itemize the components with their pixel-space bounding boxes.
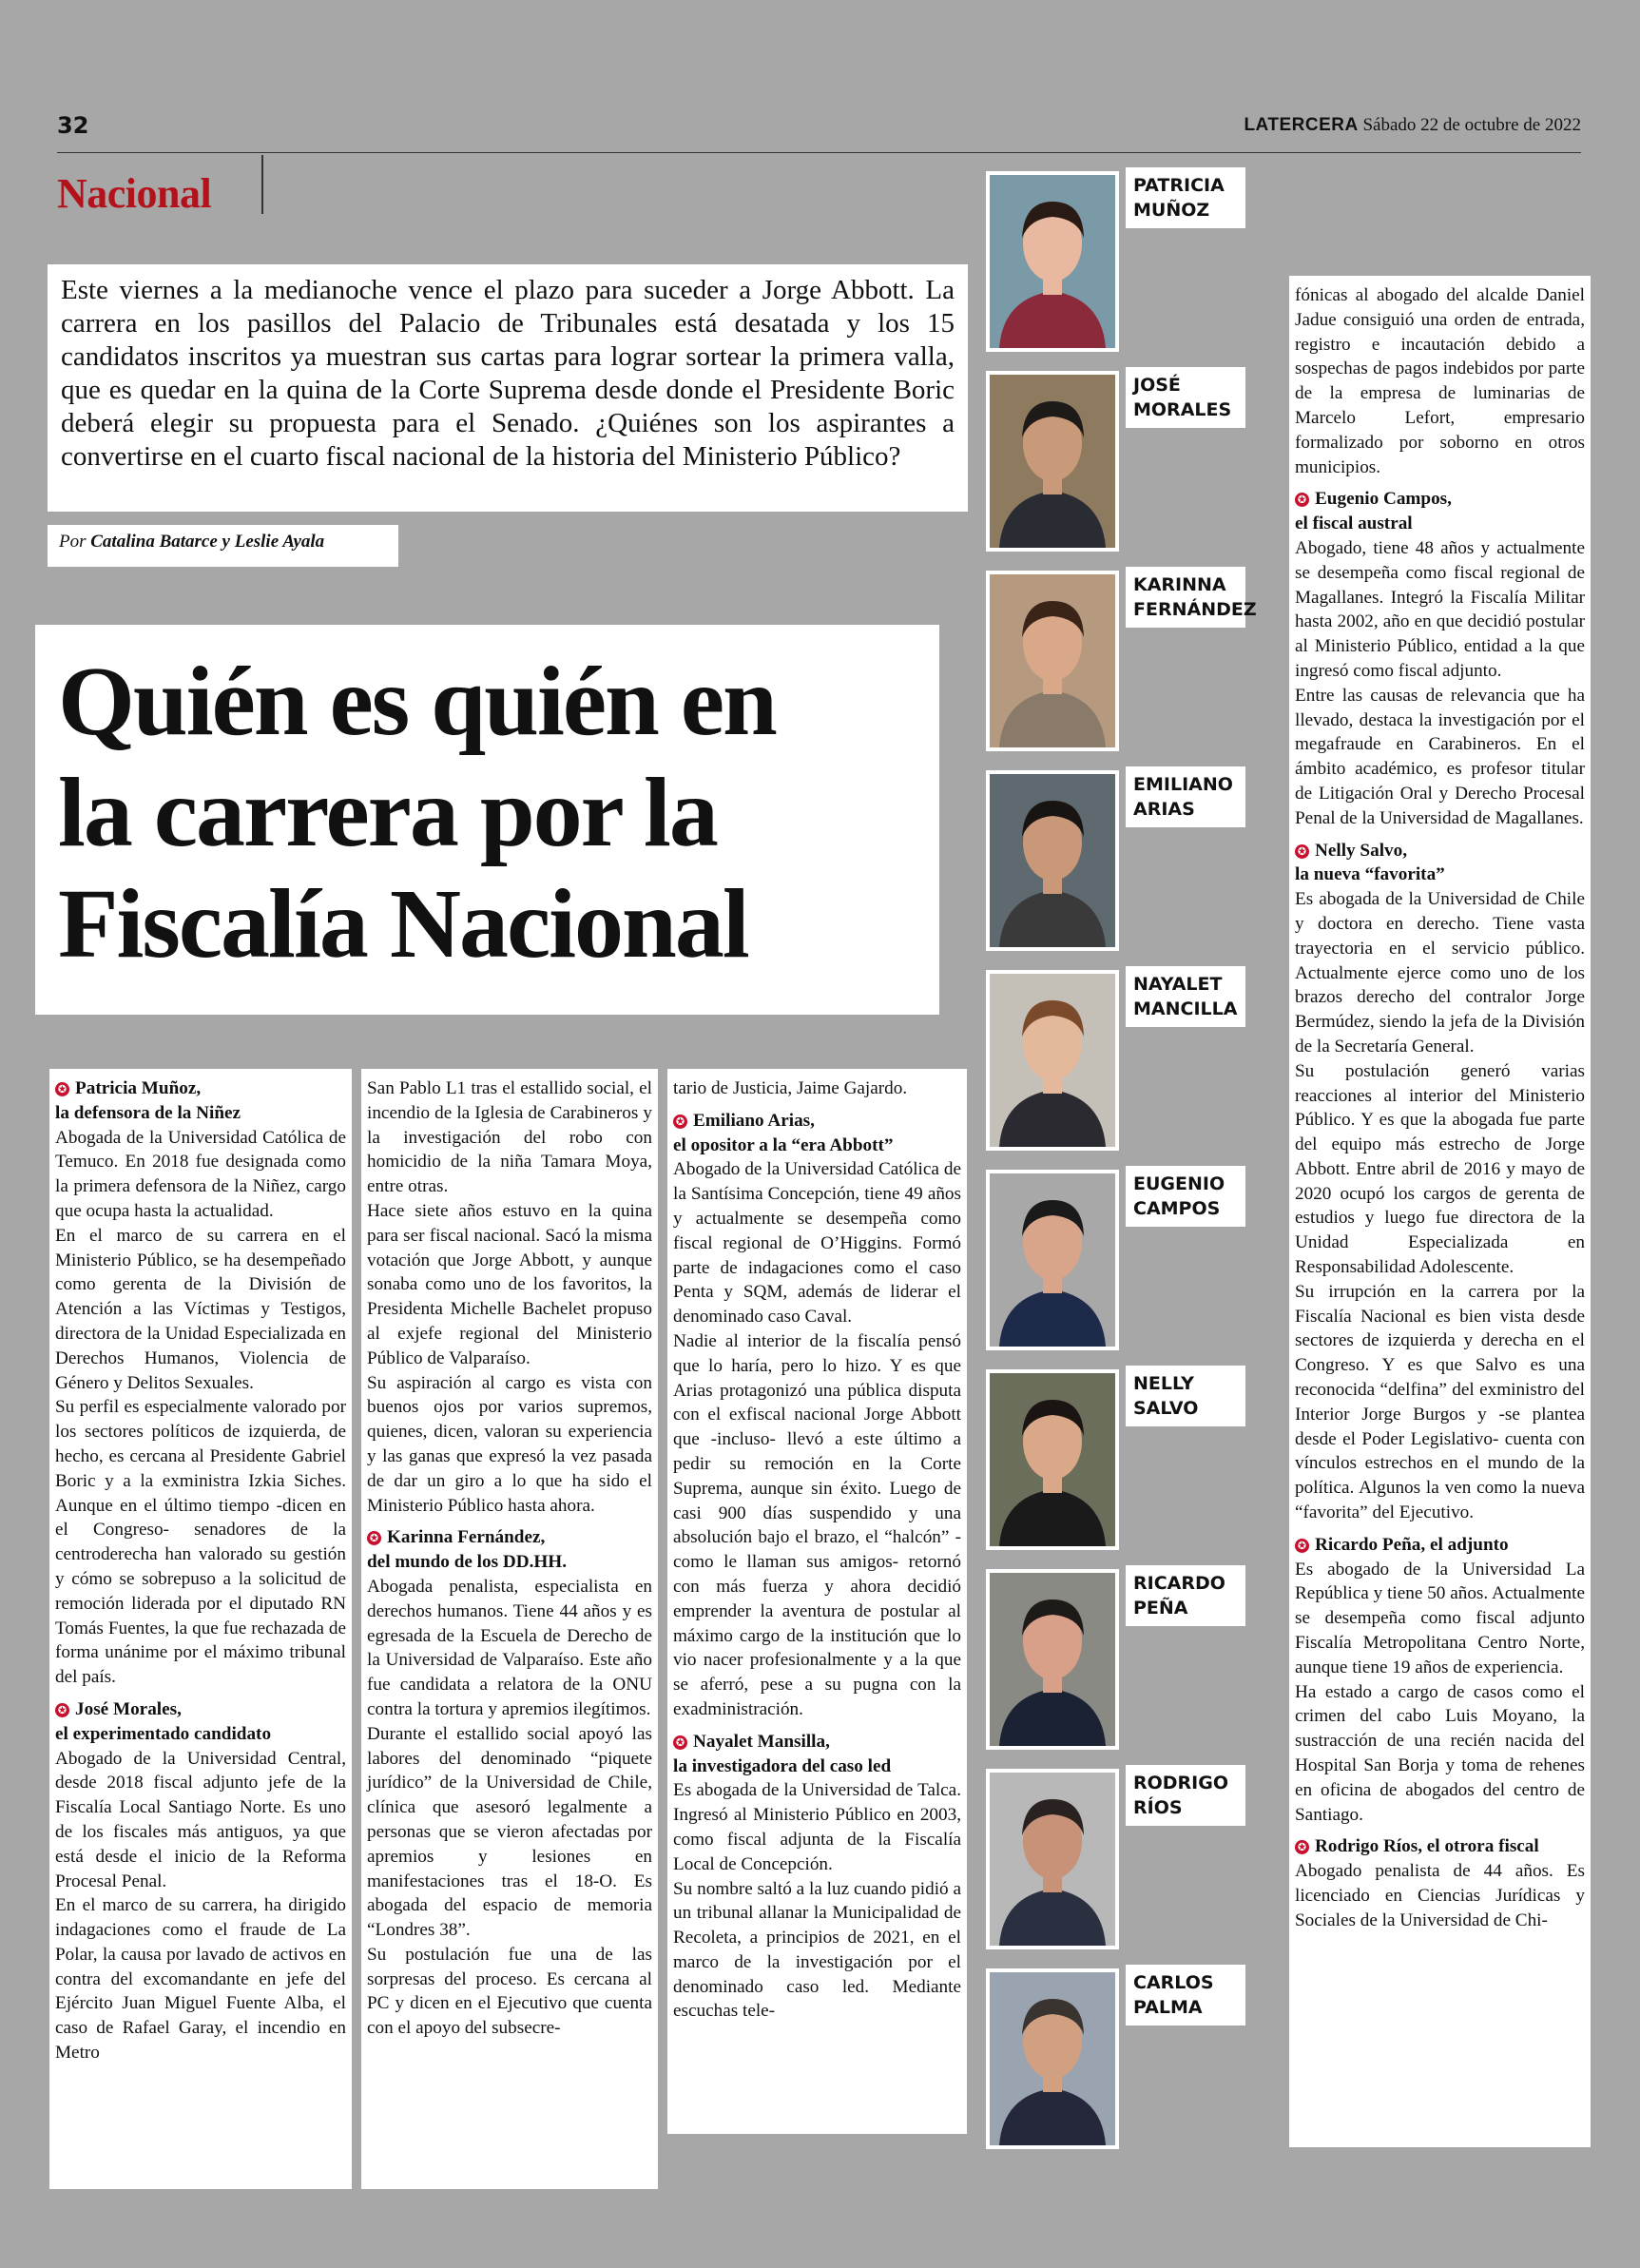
candidate-photo xyxy=(986,1569,1119,1750)
body-paragraph: Hace siete años estuvo en la quina para ser fiscal nacional. Sacó la misma votación que Jorge Abbott, y aunque sonaba como uno de los favoritos, la Presidenta Michelle Bachelet propuso al exjefe regional del Ministerio Público de Valparaíso. xyxy=(367,1200,652,1368)
candidate-name-label xyxy=(1126,167,1245,228)
candidate-tagline: el opositor a la “era Abbott” xyxy=(673,1134,894,1155)
candidate-photo xyxy=(986,1170,1119,1350)
body-paragraph: Abogada de la Universidad Católica de Temuco. En 2018 fue designada como la primera defensora de la Niñez, cargo que ocupa hasta la actualidad. xyxy=(55,1127,346,1221)
candidate-subheading xyxy=(1295,1834,1585,1859)
candidate-subheading xyxy=(673,1730,961,1754)
portrait-image xyxy=(990,974,1115,1147)
text-column-2 xyxy=(361,1069,658,2189)
body-paragraph: Abogado penalista de 44 años. Es licenciado en Ciencias Jurídicas y Sociales de la Universidad de Chi- xyxy=(1295,1861,1585,1930)
first-name: KARINNA xyxy=(1133,574,1226,595)
headline-line: la carrera por la xyxy=(58,758,717,867)
byline-prefix: Por xyxy=(59,532,87,552)
candidate-photo xyxy=(986,1968,1119,2149)
body-paragraph: Entre las causas de relevancia que ha llevado, destaca la investigación por el megafraude en Carabineros. En el ámbito académico, es profesor titular de Litigación Oral y Derecho Procesal Penal de la Universidad de Magallanes. xyxy=(1295,685,1585,828)
candidate-name: Emiliano Arias, xyxy=(693,1110,815,1131)
body-paragraph: Su aspiración al cargo es vista con buenos ojos por varios supremos, quienes, dicen, valoran su experiencia y las ganas que expresó la vez pasada de dar un giro a lo que ha sido el Ministerio Público hasta ahora. xyxy=(367,1372,652,1516)
candidate-name: Patricia Muñoz, xyxy=(75,1078,202,1098)
headline xyxy=(35,625,939,1015)
body-paragraph: Abogado de la Universidad Central, desde 2018 fiscal adjunto jefe de la Fiscalía Local Santiago Norte. Es uno de los fiscales más antiguos, ya que está desde el inicio de la Reforma Procesal Penal. xyxy=(55,1748,346,1891)
star-bullet-icon: ✪ xyxy=(673,1735,687,1750)
body-paragraph: Es abogada de la Universidad de Chile y doctora en derecho. Tiene vasta trayectoria en el servicio público. Actualmente ejerce como uno de los brazos derecho del contralor Jorge Bermúdez, siendo la jefa de la División de la Secretaría General. xyxy=(1295,889,1585,1056)
last-name: PALMA xyxy=(1133,1997,1203,2018)
portrait-image xyxy=(990,1173,1115,1347)
candidate-name: Karinna Fernández, xyxy=(387,1527,546,1548)
candidate-name-label xyxy=(1126,567,1257,628)
body-paragraph: San Pablo L1 tras el estallido social, el incendio de la Iglesia de Carabineros y la investigación del robo con homicidio de la niña Tamara Moya, entre otras. xyxy=(367,1078,652,1197)
headline-line: Quién es quién en xyxy=(58,647,776,756)
portrait-image xyxy=(990,1972,1115,2145)
page-number: 32 xyxy=(57,112,89,139)
candidate-tagline: el experimentado candidato xyxy=(55,1723,272,1744)
body-paragraph: Su postulación generó varias reacciones al interior del Ministerio Público. Y es que la abogada fue parte del equipo más estrecho de Jorge Abbott. Entre abril de 2016 y mayo de 2020 ocupó los cargos de gerenta de estudios y luego fue directora de la Unidad Especializada en Responsabilidad Adolescente. xyxy=(1295,1060,1585,1278)
byline-authors: Catalina Batarce y Leslie Ayala xyxy=(90,532,325,552)
first-name: RICARDO xyxy=(1133,1573,1225,1594)
candidate-tagline: el fiscal austral xyxy=(1295,514,1413,534)
star-bullet-icon: ✪ xyxy=(367,1531,381,1545)
header-rule xyxy=(57,152,1581,153)
body-paragraph: En el marco de su carrera en el Ministerio Público, se ha desempeñado como gerenta de la División de Atención a las Víctimas y Testigos, directora de la Unidad Especializada en Derechos Humanos, Violencia de Género y Delitos Sexuales. xyxy=(55,1225,346,1393)
candidate-name-label xyxy=(1126,1765,1245,1826)
candidate-subheading xyxy=(1295,1533,1585,1558)
issue-date: Sábado 22 de octubre de 2022 xyxy=(1362,115,1581,135)
last-name: MORALES xyxy=(1133,399,1232,420)
star-bullet-icon: ✪ xyxy=(673,1115,687,1129)
candidate-photo xyxy=(986,1369,1119,1550)
candidate-name: José Morales, xyxy=(75,1698,182,1719)
candidate-photo xyxy=(986,1769,1119,1949)
candidate-subheading xyxy=(367,1525,652,1550)
portrait-image xyxy=(990,1773,1115,1946)
candidate-name-label xyxy=(1126,1965,1245,2026)
first-name: PATRICIA xyxy=(1133,175,1225,196)
brand-name: LATERCERA xyxy=(1244,115,1359,135)
last-name: MANCILLA xyxy=(1133,998,1238,1019)
candidate-name-label xyxy=(1126,966,1245,1027)
body-paragraph: Ha estado a cargo de casos como el crimen del cabo Luis Moyano, la sustracción de una recién nacida del Hospital San Borja y toma de rehenes en oficina de abogados del centro de Santiago. xyxy=(1295,1681,1585,1825)
portrait-image xyxy=(990,1573,1115,1746)
candidate-photo xyxy=(986,371,1119,552)
candidate-name-label xyxy=(1126,367,1245,428)
body-paragraph: Su nombre saltó a la luz cuando pidió a un tribunal allanar la Municipalidad de Recoleta, a principios de 2021, en el marco de la investigación por el denominado caso led. Mediante escuchas tele- xyxy=(673,1878,961,2022)
candidate-name: Nayalet Mansilla, xyxy=(693,1731,830,1752)
star-bullet-icon: ✪ xyxy=(1295,844,1309,859)
portrait-image xyxy=(990,1373,1115,1546)
last-name: ARIAS xyxy=(1133,799,1195,820)
last-name: MUÑOZ xyxy=(1133,200,1210,221)
candidate-tagline: la defensora de la Niñez xyxy=(55,1102,241,1123)
portrait-image xyxy=(990,574,1115,747)
text-column-1 xyxy=(49,1069,352,2189)
body-paragraph: tario de Justicia, Jaime Gajardo. xyxy=(673,1078,908,1098)
candidate-tagline: la nueva “favorita” xyxy=(1295,864,1445,885)
body-paragraph: Abogado de la Universidad Católica de la Santísima Concepción, tiene 49 años y actualmente se desempeña como fiscal regional de O’Higgins. Formó parte de indagaciones como el caso Penta y SQM, además de liderar el denominado caso Caval. xyxy=(673,1159,961,1328)
candidate-name: Ricardo Peña, el adjunto xyxy=(1315,1534,1509,1555)
body-paragraph: Nadie al interior de la fiscalía pensó que lo haría, pero lo hizo. Y es que Arias protagonizó una pública disputa con el exfiscal nacional Jorge Abbott que -incluso- llevó a este último a pedir su remoción en la Corte Suprema, aunque sin éxito. Luego de casi 900 días suspendido y una absolución bajo el brazo, el “halcón” -como le llaman sus amigos- retornó con más fuerza y ahora decidió emprender la aventura de postular al máximo cargo de la institución que lo vio nacer profesionalmente y a la que se aferró, pese a su pugna con la exadministración. xyxy=(673,1330,961,1719)
star-bullet-icon: ✪ xyxy=(1295,493,1309,507)
first-name: EMILIANO xyxy=(1133,774,1233,795)
first-name: RODRIGO xyxy=(1133,1773,1229,1793)
body-paragraph: Su postulación fue una de las sorpresas del proceso. Es cercana al PC y dicen en el Ejecutivo que cuenta con el apoyo del subsecre- xyxy=(367,1944,652,2039)
text-column-4 xyxy=(1289,276,1591,2147)
candidate-photo xyxy=(986,970,1119,1151)
first-name: NAYALET xyxy=(1133,974,1223,995)
masthead xyxy=(1244,115,1581,136)
last-name: CAMPOS xyxy=(1133,1198,1221,1219)
candidate-subheading xyxy=(55,1076,346,1101)
body-paragraph: Abogada penalista, especialista en derechos humanos. Tiene 44 años y es egresada de la Escuela de Derecho de la Universidad de Valparaíso. Este año fue candidata a relatora de la ONU contra la tortura y apremios ilegítimos. xyxy=(367,1576,652,1719)
candidate-tagline: la investigadora del caso led xyxy=(673,1755,892,1776)
candidate-name: Rodrigo Ríos, el otrora fiscal xyxy=(1315,1836,1539,1857)
body-paragraph: Es abogada de la Universidad de Talca. Ingresó al Ministerio Público en 2003, como fiscal adjunta de la Fiscalía Local de Concepción. xyxy=(673,1780,961,1874)
candidate-name-label xyxy=(1126,766,1245,827)
candidate-tagline: del mundo de los DD.HH. xyxy=(367,1552,568,1573)
body-paragraph: fónicas al abogado del alcalde Daniel Jadue consiguió una orden de entrada, registro e incautación debido a sospechas de pagos indebidos por parte de la empresa de luminarias de Marcelo Lefort, empresario formalizado por soborno en otros municipios. xyxy=(1295,285,1585,477)
section-title: Nacional xyxy=(57,170,212,217)
body-paragraph: Su irrupción en la carrera por la Fiscalía Nacional es bien vista desde sectores de izquierda y derecha en el Congreso. Y es que Salvo es una reconocida “delfina” del exministro del Interior Jorge Burgos y -se plantea desde el Poder Legislativo- cuenta con vínculos estrechos en el mundo de la política. Algunos la ven como la nueva “favorita” del Ejecutivo. xyxy=(1295,1281,1585,1523)
candidate-name-label xyxy=(1126,1565,1245,1626)
article-intro: Este viernes a la medianoche vence el plazo para suceder a Jorge Abbott. La carrera en los pasillos del Palacio de Tribunales está desatada y los 15 candidatos inscritos ya muestran sus cartas para lograr sortear la primera valla, que es quedar en la quina de la Corte Suprema desde donde el Presidente Boric deberá elegir su propuesta para el Senado. ¿Quiénes son los aspirantes a convertirse en el cuarto fiscal nacional de la historia del Ministerio Público? xyxy=(48,264,968,512)
headline-line: Fiscalía Nacional xyxy=(58,869,748,979)
star-bullet-icon: ✪ xyxy=(55,1703,69,1717)
body-paragraph: Durante el estallido social apoyó las labores del denominado “piquete jurídico” de la Universidad de Chile, clínica que asesoró legalmente a personas que se vieron afectadas por apremios y lesiones en manifestaciones tras el 18-O. Es abogada del espacio de memoria “Londres 38”. xyxy=(367,1723,652,1941)
candidate-subheading xyxy=(1295,487,1585,512)
last-name: SALVO xyxy=(1133,1398,1199,1419)
last-name: FERNÁNDEZ xyxy=(1133,599,1257,620)
byline xyxy=(48,525,398,567)
body-paragraph: Su perfil es especialmente valorado por los sectores políticos de izquierda, de hecho, es cercana al Presidente Gabriel Boric y a la exministra Izkia Siches. Aunque en el último tiempo -dicen en el Congreso- senadores de la centroderecha han valorado su gestión y cómo se sobrepuso a la solicitud de remoción liderada por el diputado RN Tomás Fuentes, la que fue rechazada de forma unánime por el máximo tribunal del país. xyxy=(55,1397,346,1688)
first-name: NELLY xyxy=(1133,1373,1194,1394)
candidate-name-label xyxy=(1126,1366,1245,1426)
star-bullet-icon: ✪ xyxy=(55,1082,69,1096)
section-divider xyxy=(261,155,263,214)
first-name: JOSÉ xyxy=(1133,375,1181,396)
portrait-image xyxy=(990,175,1115,348)
candidate-subheading xyxy=(673,1109,961,1134)
candidate-photo xyxy=(986,770,1119,951)
first-name: EUGENIO xyxy=(1133,1173,1225,1194)
candidate-name: Eugenio Campos, xyxy=(1315,489,1452,510)
candidate-photo xyxy=(986,571,1119,751)
candidate-subheading xyxy=(55,1697,346,1722)
candidate-photo xyxy=(986,171,1119,352)
text-column-3 xyxy=(667,1069,967,2134)
first-name: CARLOS xyxy=(1133,1972,1214,1993)
portrait-image xyxy=(990,375,1115,548)
portrait-image xyxy=(990,774,1115,947)
body-paragraph: En el marco de su carrera, ha dirigido indagaciones como el fraude de La Polar, la causa por lavado de activos en contra del excomandante en jefe del Ejército Juan Miguel Fuente Alba, el caso de Rafael Garay, el incendio en Metro xyxy=(55,1895,346,2064)
body-paragraph: Es abogado de la Universidad La República y tiene 50 años. Actualmente se desempeña como fiscal adjunto Fiscalía Metropolitana Centro Norte, aunque tiene 19 años de experiencia. xyxy=(1295,1559,1585,1677)
last-name: PEÑA xyxy=(1133,1598,1188,1619)
last-name: RÍOS xyxy=(1133,1797,1183,1818)
candidate-name: Nelly Salvo, xyxy=(1315,840,1408,861)
star-bullet-icon: ✪ xyxy=(1295,1840,1309,1854)
body-paragraph: Abogado, tiene 48 años y actualmente se desempeña como fiscal regional de Magallanes. Integró la Fiscalía Militar hasta 2002, año en que decidió postular al Ministerio Público, entidad a la que ingresó como fiscal adjunto. xyxy=(1295,537,1585,681)
candidate-subheading xyxy=(1295,839,1585,863)
candidate-name-label xyxy=(1126,1166,1245,1227)
star-bullet-icon: ✪ xyxy=(1295,1539,1309,1553)
